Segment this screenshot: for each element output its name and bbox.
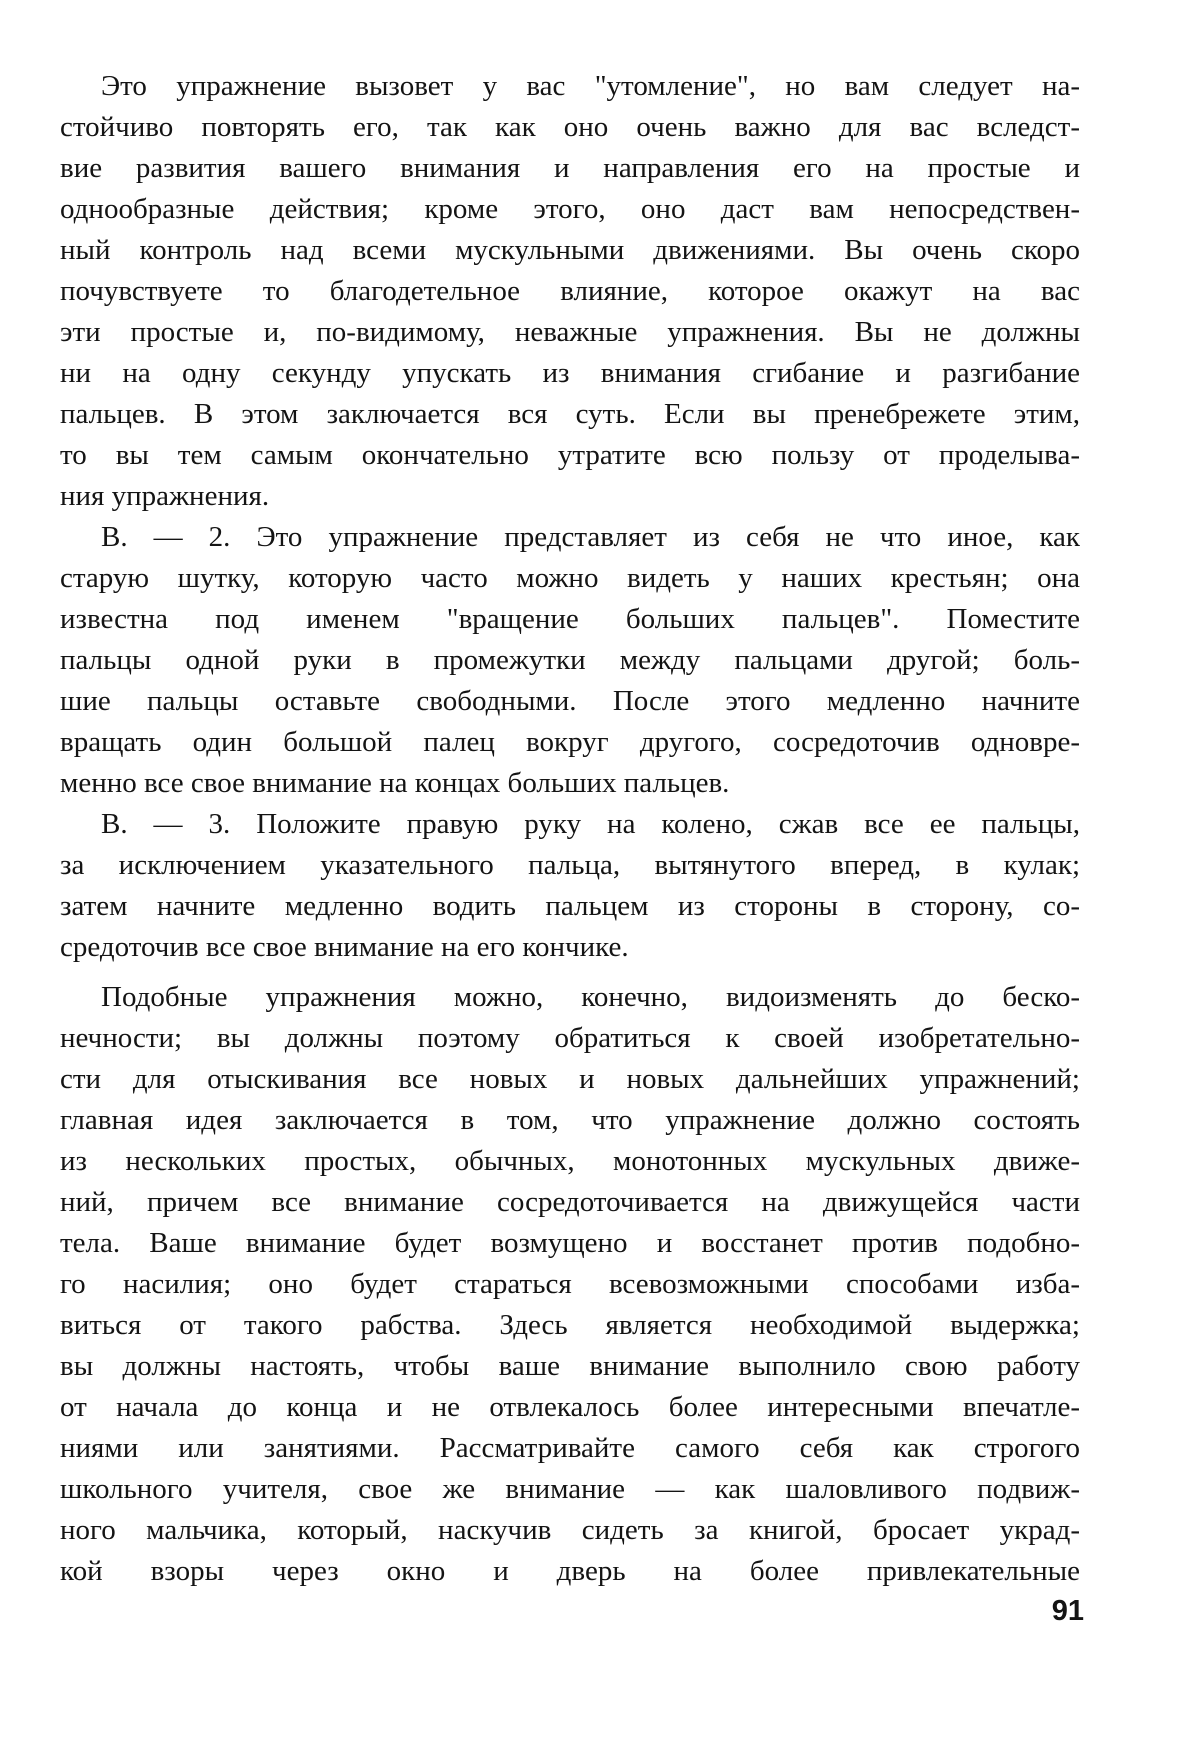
- text-line: школьного учителя, свое же внимание — как шаловливого подвиж-: [60, 1469, 1080, 1510]
- text-line: виться от такого рабства. Здесь является необходимой выдержка;: [60, 1305, 1080, 1346]
- text-line: стойчиво повторять его, так как оно очень важно для вас вследст-: [60, 107, 1080, 148]
- text-line: за исключением указательного пальца, вытянутого вперед, в кулак;: [60, 845, 1080, 886]
- text-line: ния упражнения.: [60, 476, 1080, 517]
- text-line: ни на одну секунду упускать из внимания сгибание и разгибание: [60, 353, 1080, 394]
- text-line: ниями или занятиями. Рассматривайте самого себя как строгого: [60, 1428, 1080, 1469]
- paragraph-1: [60, 66, 1080, 517]
- text-line: ного мальчика, который, наскучив сидеть за книгой, бросает украд-: [60, 1510, 1080, 1551]
- book-page: [0, 0, 1200, 1744]
- text-line: то вы тем самым окончательно утратите всю пользу от проделыва-: [60, 435, 1080, 476]
- text-line: от начала до конца и не отвлекалось более интересными впечатле-: [60, 1387, 1080, 1428]
- text-line: пальцев. В этом заключается вся суть. Если вы пренебрежете этим,: [60, 394, 1080, 435]
- text-line: почувствуете то благодетельное влияние, которое окажут на вас: [60, 271, 1080, 312]
- text-line: тела. Ваше внимание будет возмущено и восстанет против подобно-: [60, 1223, 1080, 1264]
- paragraph-3: [60, 804, 1080, 968]
- text-line: шие пальцы оставьте свободными. После этого медленно начните: [60, 681, 1080, 722]
- paragraph-4: [60, 977, 1080, 1592]
- text-line: вращать один большой палец вокруг другого, сосредоточив одновре-: [60, 722, 1080, 763]
- text-line: сти для отыскивания все новых и новых дальнейших упражнений;: [60, 1059, 1080, 1100]
- body-text: [60, 66, 1080, 1592]
- text-line: старую шутку, которую часто можно видеть у наших крестьян; она: [60, 558, 1080, 599]
- text-line: ний, причем все внимание сосредоточивается на движущейся части: [60, 1182, 1080, 1223]
- text-line: главная идея заключается в том, что упражнение должно состоять: [60, 1100, 1080, 1141]
- text-line: ный контроль над всеми мускульными движениями. Вы очень скоро: [60, 230, 1080, 271]
- text-line: В. — 2. Это упражнение представляет из себя не что иное, как: [60, 517, 1080, 558]
- text-line: затем начните медленно водить пальцем из стороны в сторону, со-: [60, 886, 1080, 927]
- text-line: средоточив все свое внимание на его кончике.: [60, 927, 1080, 968]
- text-line: известна под именем "вращение больших пальцев". Поместите: [60, 599, 1080, 640]
- text-line: менно все свое внимание на концах больших пальцев.: [60, 763, 1080, 804]
- text-line: Подобные упражнения можно, конечно, видоизменять до беско-: [60, 977, 1080, 1018]
- text-line: В. — 3. Положите правую руку на колено, сжав все ее пальцы,: [60, 804, 1080, 845]
- text-line: эти простые и, по-видимому, неважные упражнения. Вы не должны: [60, 312, 1080, 353]
- text-line: вы должны настоять, чтобы ваше внимание выполнило свою работу: [60, 1346, 1080, 1387]
- text-line: нечности; вы должны поэтому обратиться к своей изобретательно-: [60, 1018, 1080, 1059]
- paragraph-2: [60, 517, 1080, 804]
- text-line: пальцы одной руки в промежутки между пальцами другой; боль-: [60, 640, 1080, 681]
- page-number: 91: [1034, 1593, 1084, 1629]
- text-line: кой взоры через окно и дверь на более привлекательные: [60, 1551, 1080, 1592]
- text-line: Это упражнение вызовет у вас "утомление", но вам следует на-: [60, 66, 1080, 107]
- text-line: из нескольких простых, обычных, монотонных мускульных движе-: [60, 1141, 1080, 1182]
- text-line: го насилия; оно будет стараться всевозможными способами изба-: [60, 1264, 1080, 1305]
- text-line: вие развития вашего внимания и направления его на простые и: [60, 148, 1080, 189]
- text-line: однообразные действия; кроме этого, оно даст вам непосредствен-: [60, 189, 1080, 230]
